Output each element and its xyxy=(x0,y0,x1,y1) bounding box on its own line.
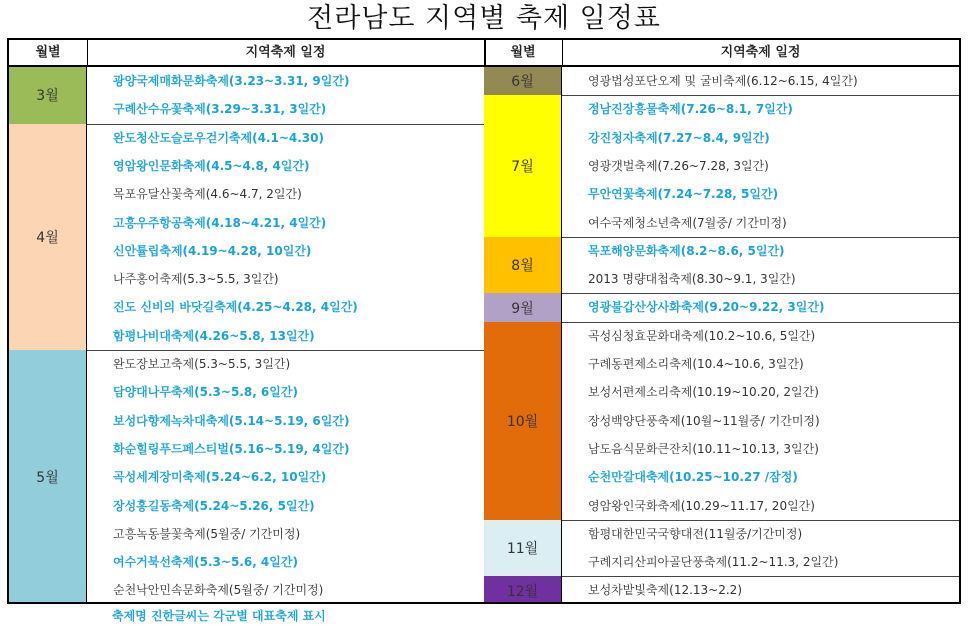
event-row: 화순힐링푸드페스티벌(5.16~5.19, 4일간) xyxy=(113,441,350,456)
event-row: 보성서편제소리축제(10.19~10.20, 2일간) xyxy=(588,385,819,400)
page-title: 전라남도 지역별 축제 일정표 xyxy=(307,3,661,34)
event-row: 순천낙안민속문화축제(5월중/ 기간미정) xyxy=(113,583,324,598)
event-row: 정남진장흥물축제(7.26~8.1, 7일간) xyxy=(588,102,793,117)
event-row: 구례지리산피아골단풍축제(11.2~11.3, 2일간) xyxy=(588,555,839,570)
month-label: 9월 xyxy=(511,300,534,317)
month-cell xyxy=(484,576,562,604)
month-cell xyxy=(484,520,562,577)
event-row: 함평대한민국국향대전(11월중/기간미정) xyxy=(588,526,803,541)
event-row: 순천만갈대축제(10.25~10.27 /잠정) xyxy=(588,470,798,485)
month-cell xyxy=(484,237,562,294)
event-row: 영암왕인문화축제(4.5~4.8, 4일간) xyxy=(113,158,310,173)
month-cell xyxy=(484,67,562,95)
header-month: 월별 xyxy=(9,40,88,65)
event-row: 장성홍길동축제(5.24~5.26, 5일간) xyxy=(113,498,315,513)
event-row: 강진청자축제(7.27~8.4, 9일간) xyxy=(588,130,770,145)
event-row: 고흥우주항공축제(4.18~4.21, 4일간) xyxy=(113,215,327,230)
month-cell xyxy=(9,67,87,124)
table-header-right xyxy=(484,40,959,67)
event-row: 나주홍어축제(5.3~5.5, 3일간) xyxy=(113,272,279,287)
event-row: 목포유달산꽃축제(4.6~4.7, 2일간) xyxy=(113,187,302,202)
month-label: 7월 xyxy=(511,159,534,176)
event-row: 여수거북선축제(5.3~5.6, 4일간) xyxy=(113,555,298,570)
event-row: 2013 명량대첩축제(8.30~9.1, 3일간) xyxy=(588,272,796,287)
table-right-half xyxy=(484,40,959,602)
event-row: 광양국제매화문화축제(3.23~3.31, 9일간) xyxy=(113,74,350,88)
event-row: 여수국제청소년축제(7월중/ 기간미정) xyxy=(588,215,787,230)
event-row: 완도장보고축제(5.3~5.5, 3일간) xyxy=(113,357,291,371)
festival-schedule-table xyxy=(7,38,961,604)
event-row: 영광갯벌축제(7.26~7.28, 3일간) xyxy=(588,158,769,173)
month-cell xyxy=(484,322,562,520)
month-label: 6월 xyxy=(511,74,534,91)
event-row: 영광법성포단오제 및 굴비축제(6.12~6.15, 4일간) xyxy=(588,74,858,88)
header-events: 지역축제 일정 xyxy=(245,45,326,60)
month-label: 10월 xyxy=(506,413,539,430)
event-row: 곡성심청효문화대축제(10.2~10.6, 5일간) xyxy=(588,328,816,343)
event-row: 목포해양문화축제(8.2~8.6, 5일간) xyxy=(588,243,785,258)
event-row: 남도음식문화큰잔치(10.11~10.13, 3일간) xyxy=(588,441,819,456)
footnote: 축제명 진한글씨는 각군별 대표축제 표시 xyxy=(112,609,326,623)
month-label: 11월 xyxy=(506,541,539,558)
event-row: 보성차밭빛축제(12.13~2.2) xyxy=(588,583,743,598)
event-row: 완도청산도슬로우걷기축제(4.1~4.30) xyxy=(113,130,324,145)
event-row: 영암왕인국화축제(10.29~11.17, 20일간) xyxy=(588,498,815,513)
month-label: 8월 xyxy=(511,258,534,275)
event-row: 구례산수유꽃축제(3.29~3.31, 3일간) xyxy=(113,102,327,117)
month-label: 3월 xyxy=(36,88,59,105)
event-row: 장성백양단풍축제(10월~11월중/ 기간미정) xyxy=(588,413,820,428)
event-row: 고흥녹동불꽃축제(5월중/ 기간미정) xyxy=(113,526,301,541)
event-row: 담양대나무축제(5.3~5.8, 6일간) xyxy=(113,385,298,400)
event-row: 무안연꽃축제(7.24~7.28, 5일간) xyxy=(588,187,779,202)
table-left-half xyxy=(9,40,486,602)
event-row: 함평나비대축제(4.26~5.8, 13일간) xyxy=(113,328,315,343)
month-cell xyxy=(9,350,87,604)
event-row: 신안튤립축제(4.19~4.28, 10일간) xyxy=(113,243,312,258)
event-row: 영광불갑산상사화축제(9.20~9.22, 3일간) xyxy=(588,300,825,315)
table-header-left xyxy=(9,40,484,67)
event-row: 진도 신비의 바닷길축제(4.25~4.28, 4일간) xyxy=(113,300,358,315)
header-month: 월별 xyxy=(484,40,563,65)
month-cell xyxy=(9,124,87,350)
header-events: 지역축제 일정 xyxy=(720,45,801,60)
month-cell xyxy=(484,293,562,321)
event-row: 구례동편제소리축제(10.4~10.6, 3일간) xyxy=(588,357,804,371)
month-cell xyxy=(484,95,562,237)
event-row: 곡성세계장미축제(5.24~6.2, 10일간) xyxy=(113,470,327,485)
month-label: 12월 xyxy=(506,583,539,600)
month-label: 4월 xyxy=(36,229,59,246)
event-row: 보성다향제녹차대축제(5.14~5.19, 6일간) xyxy=(113,413,350,428)
month-label: 5월 xyxy=(36,470,59,487)
